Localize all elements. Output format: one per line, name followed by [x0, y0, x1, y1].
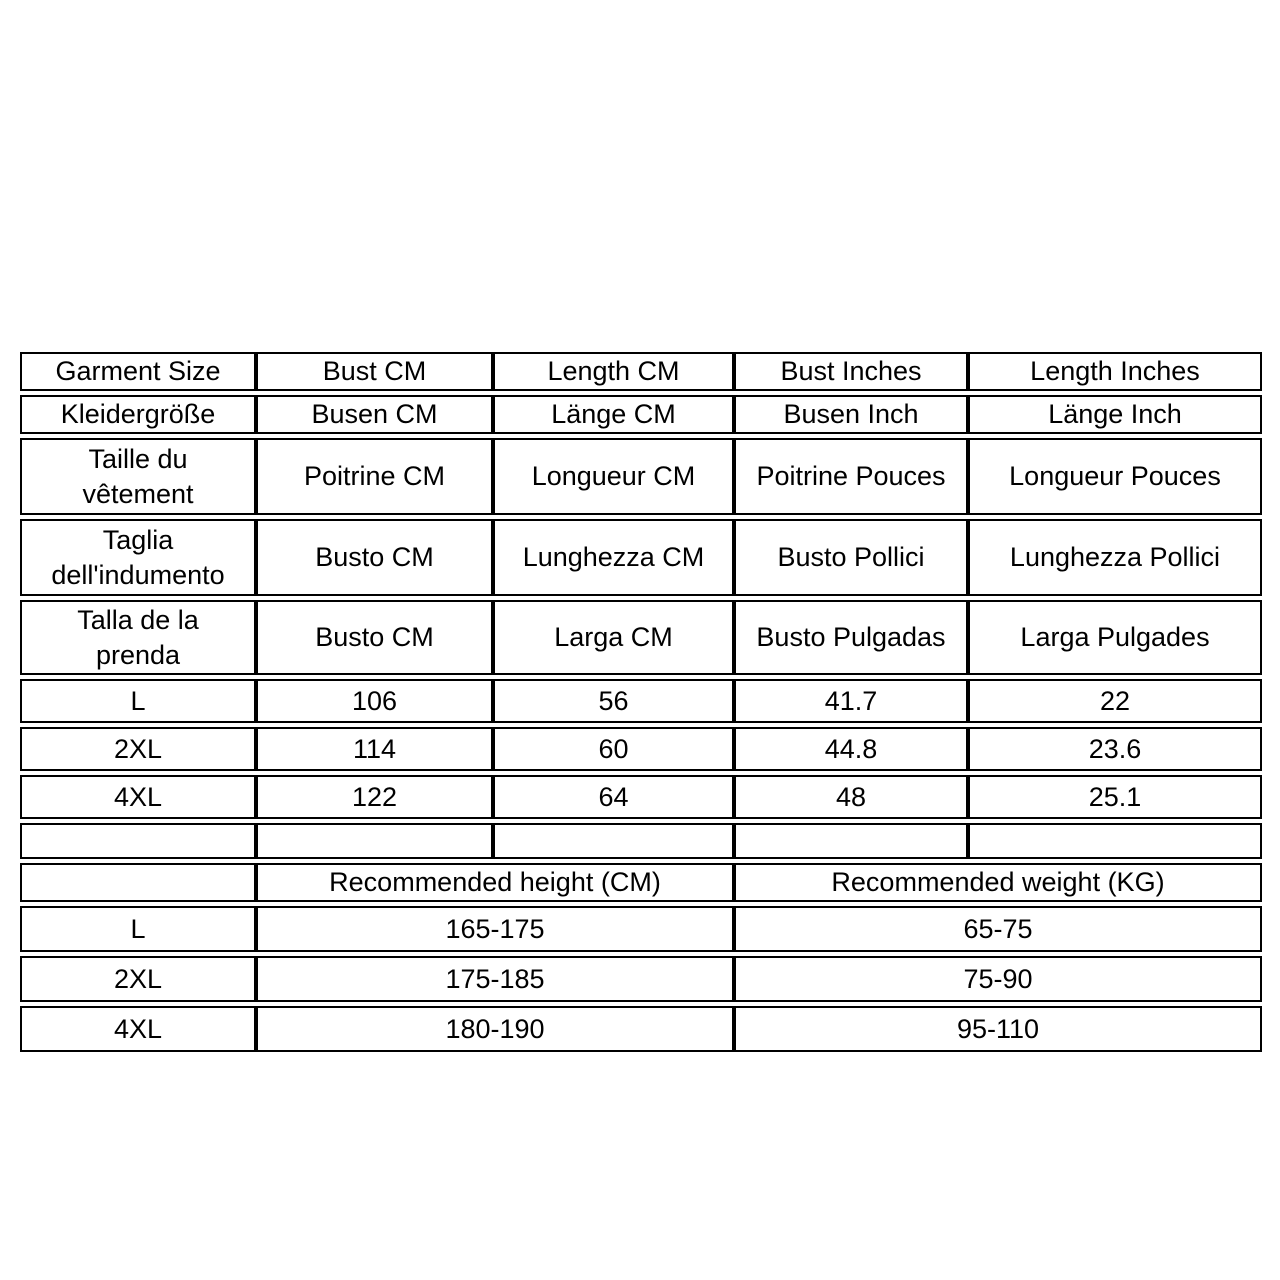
header-label: Lunghezza CM: [522, 542, 705, 573]
value: 23.6: [1088, 733, 1142, 764]
header-cell-busen-cm: [256, 395, 493, 434]
measurement-row-4xl: [20, 775, 1262, 819]
value: 175-185: [445, 963, 545, 994]
value: 44.8: [824, 733, 878, 764]
value: 60: [598, 733, 629, 764]
header-label: Bust Inches: [780, 356, 922, 386]
header-label: Talla de la prenda: [77, 604, 199, 670]
size-cell: [20, 956, 256, 1002]
header-label: Bust CM: [322, 356, 427, 386]
length-cm-value: [493, 775, 734, 819]
header-cell-busto-pulgadas: [734, 600, 968, 675]
recommendation-row-4xl: [20, 1006, 1262, 1052]
size-chart-table: [20, 348, 1262, 1056]
header-cell-lunghezza-pollici: [968, 519, 1262, 596]
value: 180-190: [445, 1013, 545, 1044]
value: 114: [352, 733, 397, 764]
bust-inches-value: [734, 679, 968, 723]
value: 165-175: [445, 913, 545, 944]
header-label: Kleidergröße: [60, 399, 216, 430]
header-cell-taglia: [20, 519, 256, 596]
recommendation-row-2xl: [20, 956, 1262, 1002]
bust-cm-value: [256, 727, 493, 771]
length-inches-value: [968, 727, 1262, 771]
header-cell-poitrine-cm: [256, 438, 493, 515]
recommendation-row-l: [20, 906, 1262, 952]
empty-cell: [968, 823, 1262, 859]
length-cm-value: [493, 679, 734, 723]
recommendation-header-row: [20, 863, 1262, 902]
value: 22: [1099, 685, 1131, 716]
value: 25.1: [1088, 781, 1142, 812]
height-range-value: [256, 906, 734, 952]
header-cell-length-cm: [493, 352, 734, 391]
header-label: Busen CM: [311, 399, 438, 430]
header-label: Busto Pollici: [777, 542, 925, 573]
header-cell-garment-size: [20, 352, 256, 391]
header-label: Recommended height (CM): [329, 867, 661, 898]
empty-cell: [493, 823, 734, 859]
header-label: Garment Size: [55, 356, 221, 386]
value: 41.7: [824, 685, 878, 716]
bust-inches-value: [734, 727, 968, 771]
size-cell: [20, 775, 256, 819]
length-cm-value: [493, 727, 734, 771]
header-cell-busto-pollici: [734, 519, 968, 596]
header-label: Poitrine CM: [303, 461, 446, 492]
size-cell: [20, 1006, 256, 1052]
header-cell-laenge-inch: [968, 395, 1262, 434]
bust-inches-value: [734, 775, 968, 819]
header-label: Länge Inch: [1048, 399, 1182, 430]
header-cell-talla: [20, 600, 256, 675]
header-row-kleidergroesse: [20, 395, 1262, 434]
size-label: L: [130, 685, 146, 716]
header-cell-taille: [20, 438, 256, 515]
size-cell: [20, 727, 256, 771]
header-cell-larga-pulgades: [968, 600, 1262, 675]
size-label: 2XL: [113, 963, 163, 994]
value: 95-110: [956, 1013, 1040, 1044]
size-label: 4XL: [113, 781, 163, 812]
header-row-talla: [20, 600, 1262, 675]
header-row-garment-size: [20, 352, 1262, 391]
weight-range-value: [734, 906, 1262, 952]
header-cell-busto-cm-it: [256, 519, 493, 596]
header-label: Busto CM: [315, 542, 434, 573]
header-cell-larga-cm: [493, 600, 734, 675]
header-cell-bust-cm: [256, 352, 493, 391]
measurement-row-2xl: [20, 727, 1262, 771]
header-label: Recommended weight (KG): [831, 867, 1165, 898]
header-label: Lunghezza Pollici: [1009, 542, 1221, 573]
header-cell-busto-cm-es: [256, 600, 493, 675]
size-label: 4XL: [113, 1013, 163, 1044]
header-cell-laenge-cm: [493, 395, 734, 434]
header-label: Busto Pulgadas: [756, 622, 946, 653]
header-label: Taglia dell'indumento: [51, 524, 225, 590]
length-inches-value: [968, 775, 1262, 819]
header-cell-length-inches: [968, 352, 1262, 391]
length-inches-value: [968, 679, 1262, 723]
value: 64: [598, 781, 629, 812]
header-cell-bust-inches: [734, 352, 968, 391]
size-cell: [20, 679, 256, 723]
empty-cell: [734, 823, 968, 859]
header-cell-busen-inch: [734, 395, 968, 434]
recommended-height-header: [256, 863, 734, 902]
value: 65-75: [963, 913, 1033, 944]
header-label: Busto CM: [315, 622, 434, 653]
empty-cell: [256, 823, 493, 859]
header-label: Longueur Pouces: [1009, 461, 1221, 492]
bust-cm-value: [256, 775, 493, 819]
header-label: Larga Pulgades: [1020, 622, 1210, 653]
header-row-taille: [20, 438, 1262, 515]
value: 106: [351, 685, 398, 716]
header-label: Length CM: [547, 356, 680, 386]
header-label: Length Inches: [1030, 356, 1200, 386]
value: 122: [351, 781, 398, 812]
header-cell-poitrine-pouces: [734, 438, 968, 515]
size-label: 2XL: [113, 733, 163, 764]
header-label: Poitrine Pouces: [756, 461, 946, 492]
header-cell-kleidergroesse: [20, 395, 256, 434]
header-label: Larga CM: [554, 622, 673, 653]
measurement-row-l: [20, 679, 1262, 723]
weight-range-value: [734, 956, 1262, 1002]
recommended-weight-header: [734, 863, 1262, 902]
height-range-value: [256, 1006, 734, 1052]
header-label: Taille du vêtement: [82, 443, 194, 509]
weight-range-value: [734, 1006, 1262, 1052]
value: 56: [598, 685, 629, 716]
header-cell-lunghezza-cm: [493, 519, 734, 596]
bust-cm-value: [256, 679, 493, 723]
value: 75-90: [963, 963, 1033, 994]
value: 48: [835, 781, 867, 812]
empty-row: [20, 823, 1262, 859]
size-label: L: [130, 913, 146, 944]
header-cell-longueur-pouces: [968, 438, 1262, 515]
header-label: Länge CM: [551, 399, 676, 430]
header-row-taglia: [20, 519, 1262, 596]
empty-cell: [20, 823, 256, 859]
header-label: Longueur CM: [531, 461, 696, 492]
header-cell-longueur-cm: [493, 438, 734, 515]
empty-cell: [20, 863, 256, 902]
height-range-value: [256, 956, 734, 1002]
header-label: Busen Inch: [783, 399, 919, 430]
size-cell: [20, 906, 256, 952]
